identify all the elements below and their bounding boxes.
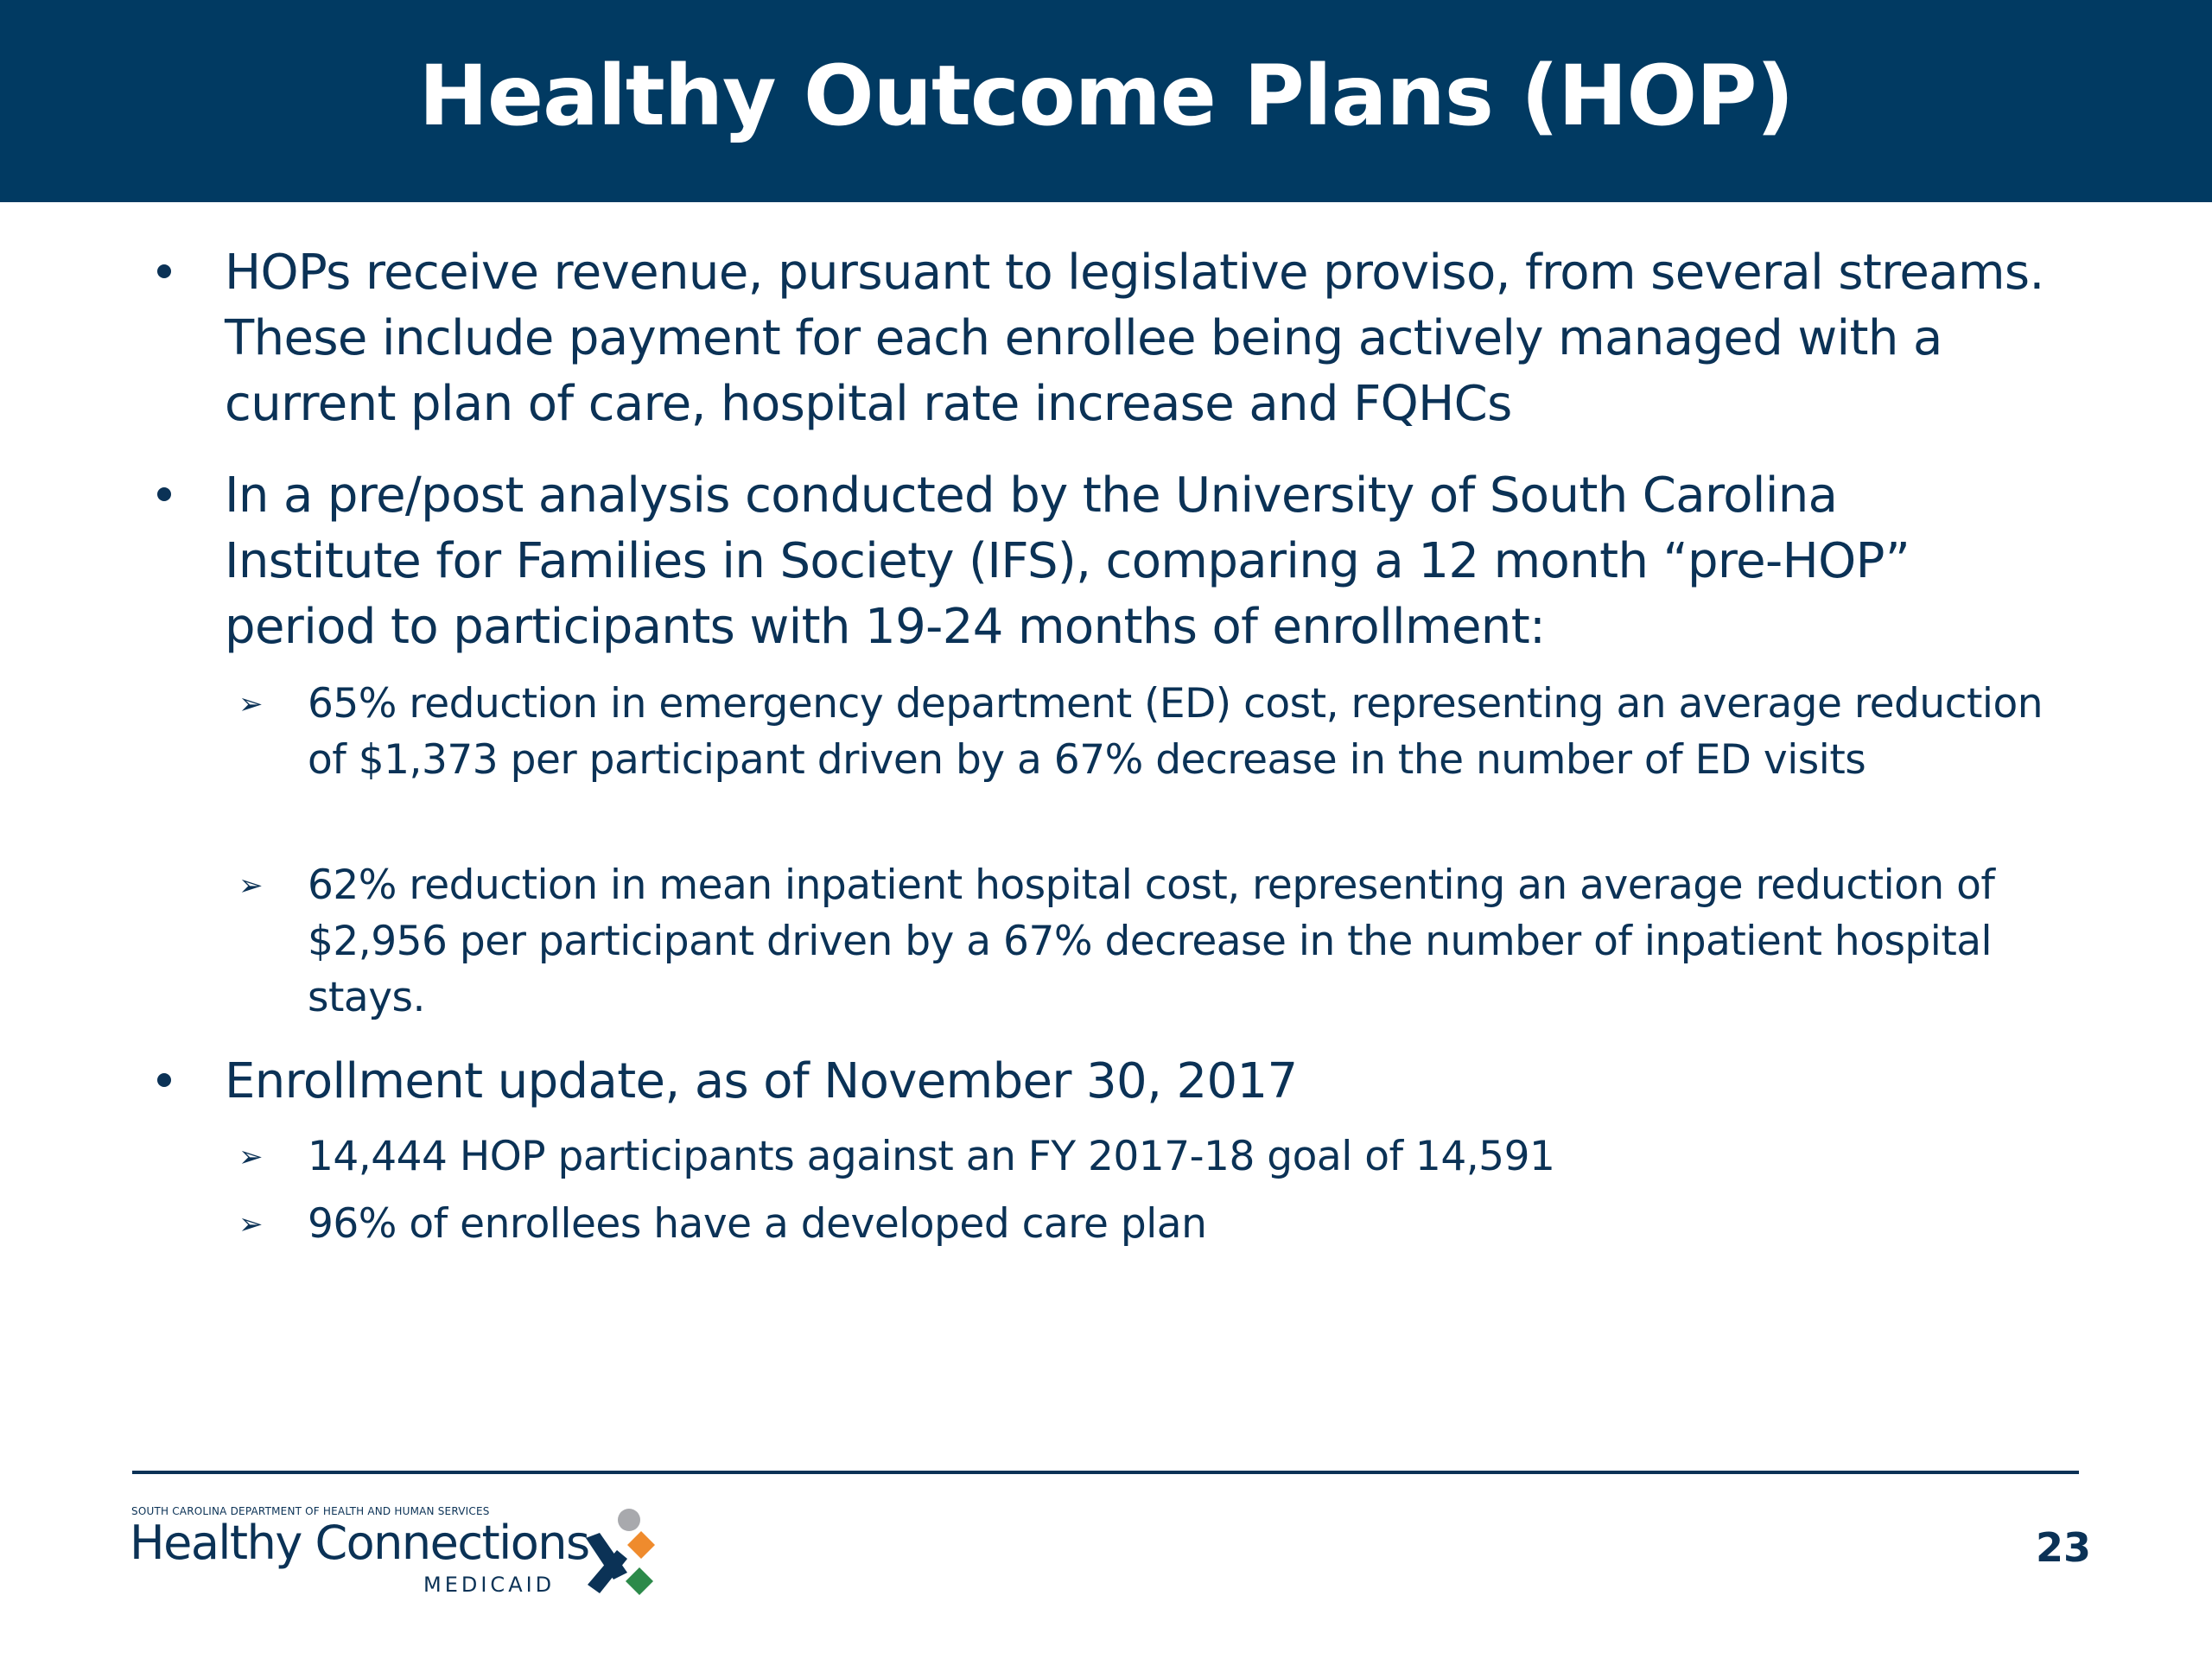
bullet-dot-icon xyxy=(157,487,171,501)
logo-gray-dot xyxy=(618,1509,640,1531)
arrowhead-bullet-icon: ➢ xyxy=(238,868,264,903)
arrowhead-bullet-icon: ➢ xyxy=(238,1207,264,1242)
bullet-text: Enrollment update, as of November 30, 2017 xyxy=(225,1053,1298,1109)
bullet-text: HOPs receive revenue, pursuant to legislative proviso, from several streams. These include payment for each enrollee being actively managed with a current plan of care, hospital rate increase and FQHCs xyxy=(225,245,2044,432)
sub-bullet-text: 65% reduction in emergency department (ED) cost, representing an average reduction of $1,373 per participant driven by a 67% decrease in the number of ED visits xyxy=(308,680,2044,784)
arrowhead-bullet-icon: ➢ xyxy=(238,687,264,721)
title-band xyxy=(0,0,2212,202)
sub-bullet-text: 14,444 HOP participants against an FY 2017-18 goal of 14,591 xyxy=(308,1133,1555,1180)
page-number: 23 xyxy=(2035,1524,2091,1571)
sub-bullet-text: 96% of enrollees have a developed care plan xyxy=(308,1200,1207,1248)
healthy-connections-x-mark-icon xyxy=(579,1505,657,1600)
slide-title: Healthy Outcome Plans (HOP) xyxy=(418,48,1794,144)
bullet-dot-icon xyxy=(157,1073,171,1087)
sub-bullet-text: 62% reduction in mean inpatient hospital cost, representing an average reduction of $2,956 per participant driven by a 67% decrease in the number of inpatient hospital stays. xyxy=(308,861,1995,1021)
logo-program-name: MEDICAID xyxy=(423,1573,556,1597)
logo-green-diamond xyxy=(626,1567,653,1595)
footer-divider xyxy=(132,1471,2079,1474)
arrowhead-bullet-icon: ➢ xyxy=(238,1140,264,1174)
logo-agency-name: SOUTH CAROLINA DEPARTMENT OF HEALTH AND HUMAN SERVICES xyxy=(131,1505,490,1517)
healthy-connections-logo xyxy=(130,1505,657,1600)
bullet-text: In a pre/post analysis conducted by the University of South Carolina Institute for Families in Society (IFS), comparing a 12 month “pre-HOP” period to participants with 19-24 months of enrollment: xyxy=(225,467,1910,655)
logo-brand-name: Healthy Connections xyxy=(130,1516,589,1570)
bullet-dot-icon xyxy=(157,264,171,278)
logo-orange-diamond xyxy=(627,1531,655,1559)
